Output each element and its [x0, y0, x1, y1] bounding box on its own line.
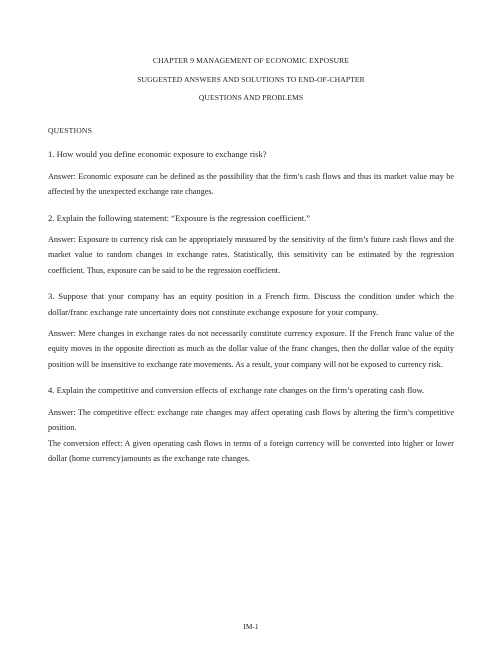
- answer-1: Answer: Economic exposure can be defined as the possibility that the firm’s cash flows and thus its market value may be affected by the unexpected exchange rate changes.: [48, 171, 454, 197]
- subtitle-line-2: QUESTIONS AND PROBLEMS: [198, 93, 304, 102]
- answer-4-conversion: The conversion effect: A given operating cash flows in terms of a foreign currency will be converted into higher or lower dollar (home currency)amounts as the exchange rate changes.: [48, 438, 454, 463]
- section-label: QUESTIONS: [48, 126, 92, 135]
- answer-3: Answer: Mere changes in exchange rates do not necessarily constitute currency exposure. If the French franc value of the equity moves in the opposite direction as much as the dollar value of the franc changes, then the dollar value of the equity position will be insensitive to exchange rate movements. As a result, your company will not be exposed to currency risk.: [48, 329, 454, 369]
- question-1: 1. How would you define economic exposure to exchange risk?: [48, 149, 267, 160]
- question-3: 3. Suppose that your company has an equity position in a French firm. Discuss the condition under which the dollar/franc exchange rate uncertainty does not constitute exchange exposure for your company.: [48, 291, 454, 317]
- chapter-title: CHAPTER 9 MANAGEMENT OF ECONOMIC EXPOSURE: [152, 56, 350, 65]
- answer-4-competitive: Answer: The competitive effect: exchange rate changes may affect operating cash flows by altering the firm’s competitive position.: [48, 407, 454, 433]
- document-body: [48, 123, 454, 466]
- page-number: IM-1: [243, 622, 259, 631]
- question-4: 4. Explain the competitive and conversion effects of exchange rate changes on the firm’s operating cash flow.: [48, 385, 425, 396]
- question-2: 2. Explain the following statement: “Exposure is the regression coefficient.”: [48, 212, 311, 223]
- answer-2: Answer: Exposure to currency risk can be appropriately measured by the sensitivity of the firm’s future cash flows and the market value to random changes in exchange rates. Statistically, this sensitivity can be estimated by the regression coefficient. Thus, exposure can be said to be the regression coefficient.: [48, 235, 454, 275]
- subtitle-line-1: SUGGESTED ANSWERS AND SOLUTIONS TO END-OF-CHAPTER: [137, 75, 365, 84]
